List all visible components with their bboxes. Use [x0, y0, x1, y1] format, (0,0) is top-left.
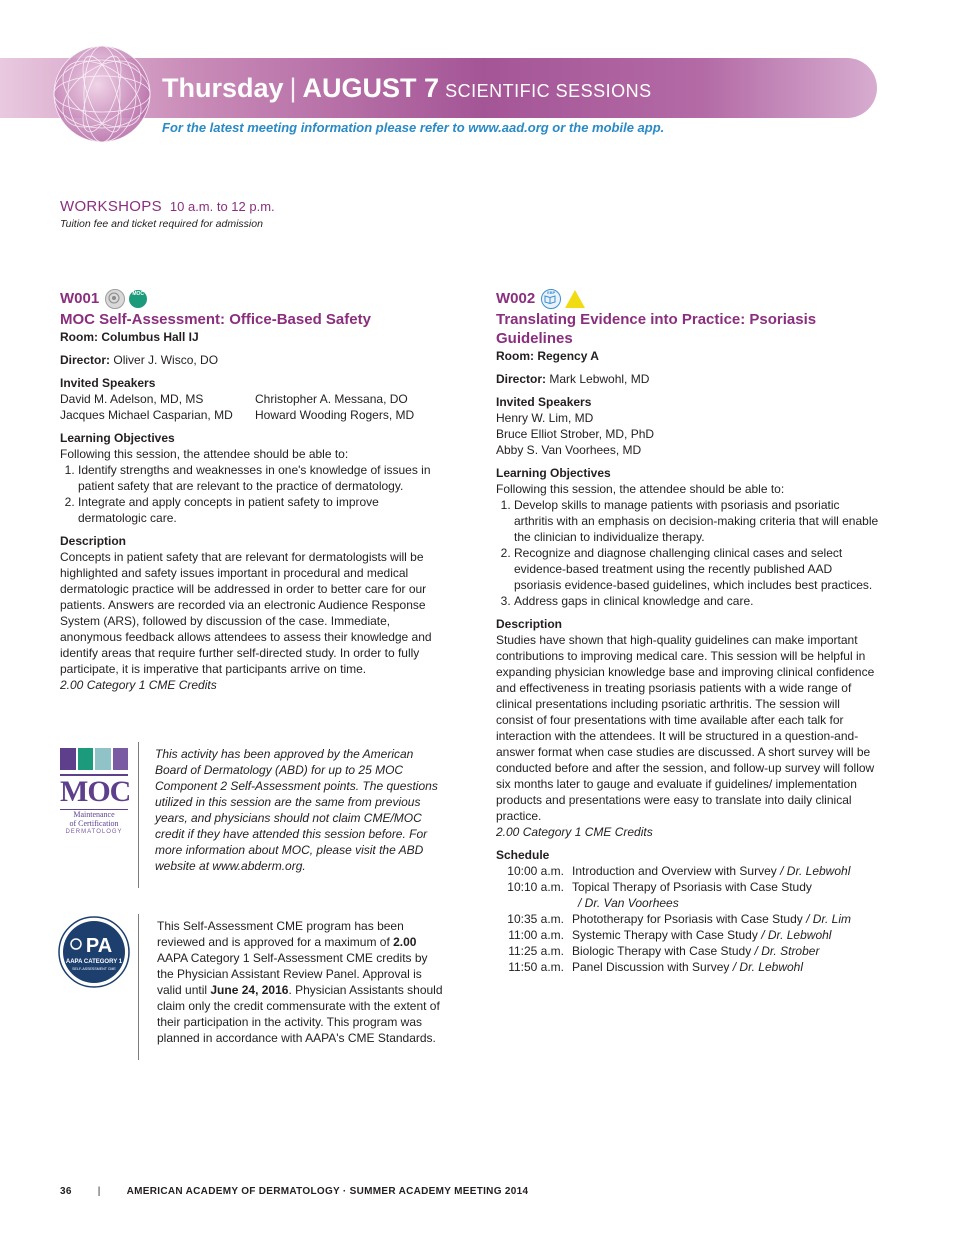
- header-section: SCIENTIFIC SESSIONS: [445, 81, 652, 101]
- header-note: For the latest meeting information please refer to www.aad.org or the mobile app.: [162, 120, 665, 135]
- objectives-intro: Following this session, the attendee should be able to:: [496, 482, 785, 496]
- objective-item: 1. Identify strengths and weaknesses in one's knowledge of issues in patient safety that are relevant to the practice of dermatology.: [78, 462, 440, 494]
- session-director: Director: Oliver J. Wisco, DO: [60, 353, 219, 367]
- speakers-label: Invited Speakers: [496, 395, 592, 409]
- objectives-label: Learning Objectives: [496, 466, 611, 480]
- speakers-list: [60, 391, 440, 423]
- speaker: Jacques Michael Casparian, MD: [60, 408, 233, 422]
- objectives-list: [60, 462, 440, 526]
- session-w002: [496, 288, 880, 975]
- moc-badge-icon: [129, 290, 147, 308]
- pa-note-rule: [138, 914, 139, 1060]
- moc-badge-text: MOC: [132, 291, 145, 297]
- pa-logo-line2: SELF-ASSESSMENT CME: [72, 967, 116, 971]
- speaker: Abby S. Van Voorhees, MD: [496, 443, 642, 457]
- description-text: Studies have shown that high-quality guidelines can make important contributions to improving medical care. This session will be helpful in expanding physician knowledge base and improving clinical confidence and effectiveness in treating psoriasis patients with a wide range of clinical presentations including psoriatic arthritis. The session will consist of four presentations with time available after each talk for interaction with the attendees. It will be structured in a question-and-answer format when case studies are discussed. A short survey will be conducted before and after the session, and follow-up survey will follow six months later to gauge and evaluate if guidelines/ implementation products and presentations were easy to translate into daily clinical practice.: [496, 633, 875, 823]
- pa-logo-main: PA: [85, 935, 113, 957]
- schedule-row: 10:00 a.m. Introduction and Overview with Survey / Dr. Lebwohl: [507, 864, 851, 878]
- header-date: AUGUST 7: [302, 73, 440, 103]
- objectives-label: Learning Objectives: [60, 431, 175, 445]
- speaker: David M. Adelson, MD, MS: [60, 392, 204, 406]
- header-day: Thursday: [162, 73, 284, 103]
- session-code-row: [60, 288, 440, 310]
- objective-item: 2. Recognize and diagnose challenging clinical cases and select evidence-based treatment using the recently published AAD psoriasis evidence-based guidelines, which includes best practices.: [514, 545, 880, 593]
- objectives-intro: Following this session, the attendee should be able to:: [60, 447, 349, 461]
- schedule-row: 10:35 a.m. Phototherapy for Psoriasis with Case Study / Dr. Lim: [507, 912, 852, 926]
- description-text: Concepts in patient safety that are relevant for dermatologists will be highlighted and safety issues important in procedural and medical dermatologic practice will be addressed in order to better care for our patients. Answers are recorded via an electronic Audience Response System (ARS), followed by discussion of the case. Immediate, anonymous feedback allows attendees to assess their knowledge and identify areas that require further self-directed study. In order to fully participate, it is imperative that participants arrive on time.: [60, 550, 432, 676]
- pa-note-text: This Self-Assessment CME program has been reviewed and is approved for a maximum of 2.00 AAPA Category 1 Self-Assessment CME credits by the Physician Assistant Review Panel. Approval is valid until June 24, 2016. Physician Assistants should claim only the credit commensurate with the extent of their participation in the activity. This program was planned in accordance with AAPA's CME Standards.: [157, 919, 443, 1045]
- session-room: Room: Regency A: [496, 349, 599, 363]
- credits-text: 2.00 Category 1 CME Credits: [60, 678, 217, 692]
- schedule-row: 11:00 a.m. Systemic Therapy with Case Study / Dr. Lebwohl: [508, 928, 832, 942]
- page-header-title: Thursday | AUGUST 7 SCIENTIFIC SESSIONS: [162, 73, 652, 103]
- session-code: W001: [60, 290, 100, 307]
- objective-item: 1. Develop skills to manage patients with psoriasis and psoriatic arthritis with an emphasis on decision-making criteria that will enable the clinician to individualize therapy.: [514, 497, 880, 545]
- session-title: MOC Self-Assessment: Office-Based Safety: [60, 311, 371, 328]
- speaker: Bruce Elliot Strober, MD, PhD: [496, 427, 655, 441]
- session-code: W002: [496, 290, 536, 307]
- session-w001: [60, 288, 440, 693]
- speaker: Henry W. Lim, MD: [496, 411, 594, 425]
- moc-logo-line1: Maintenance: [73, 810, 115, 819]
- description-label: Description: [496, 617, 563, 631]
- description-label: Description: [60, 534, 127, 548]
- workshops-heading: [60, 198, 275, 215]
- schedule-row: 10:10 a.m. Topical Therapy of Psoriasis with Case Study / Dr. Van Voorhees: [507, 880, 812, 910]
- objective-item: 3. Address gaps in clinical knowledge and care.: [514, 593, 880, 609]
- objectives-list: [496, 497, 880, 609]
- moc-logo-line2: of Certification: [69, 819, 119, 828]
- session-code-row: [496, 288, 880, 310]
- schedule-table: [496, 863, 851, 975]
- ebp-badge-text: EBP: [547, 290, 556, 295]
- moc-note-text: This activity has been approved by the American Board of Dermatology (ABD) for up to 25 MOC Component 2 Self-Assessment points. The questions utilized in this session are the same from previous years, and physicians should not claim CME/MOC credit if they have attended this session before. For more information about MOC, please visit the ABD website at www.abderm.org.: [155, 747, 438, 873]
- speakers-label: Invited Speakers: [60, 376, 156, 390]
- pa-logo-line1: AAPA CATEGORY 1: [65, 959, 123, 965]
- moc-note-rule: [138, 742, 139, 888]
- session-director: Director: Mark Lebwohl, MD: [496, 372, 650, 386]
- page-footer: 36 | AMERICAN ACADEMY OF DERMATOLOGY · SUMMER ACADEMY MEETING 2014: [60, 1186, 529, 1197]
- moc-logo-word: MOC: [60, 775, 131, 808]
- globe-graphic: [52, 44, 152, 144]
- schedule-label: Schedule: [496, 848, 550, 862]
- objective-item: 2. Integrate and apply concepts in patient safety to improve dermatologic care.: [78, 494, 440, 526]
- schedule-row: 11:50 a.m. Panel Discussion with Survey / Dr. Lebwohl: [508, 960, 804, 974]
- speaker: Christopher A. Messana, DO: [255, 392, 408, 406]
- moc-logo-line3: DERMATOLOGY: [65, 829, 123, 835]
- page-number: 36: [60, 1186, 72, 1197]
- footer-text: AMERICAN ACADEMY OF DERMATOLOGY · SUMMER ACADEMY MEETING 2014: [126, 1186, 529, 1197]
- session-room: Room: Columbus Hall IJ: [60, 330, 199, 344]
- workshops-note: Tuition fee and ticket required for admission: [60, 218, 263, 230]
- session-title: Translating Evidence into Practice: Psoriasis Guidelines: [496, 311, 817, 347]
- moc-logo: [60, 748, 131, 837]
- aapa-category1-logo: [58, 916, 130, 988]
- warning-triangle-icon: [565, 290, 585, 308]
- workshops-title: WORKSHOPS: [60, 198, 162, 215]
- speaker: Howard Wooding Rogers, MD: [255, 408, 415, 422]
- schedule-row: 11:25 a.m. Biologic Therapy with Case Study / Dr. Strober: [508, 944, 820, 958]
- certificate-seal-icon: [105, 289, 125, 309]
- workshops-time: 10 a.m. to 12 p.m.: [169, 199, 275, 214]
- credits-text: 2.00 Category 1 CME Credits: [496, 825, 653, 839]
- evidence-book-icon: [541, 289, 561, 309]
